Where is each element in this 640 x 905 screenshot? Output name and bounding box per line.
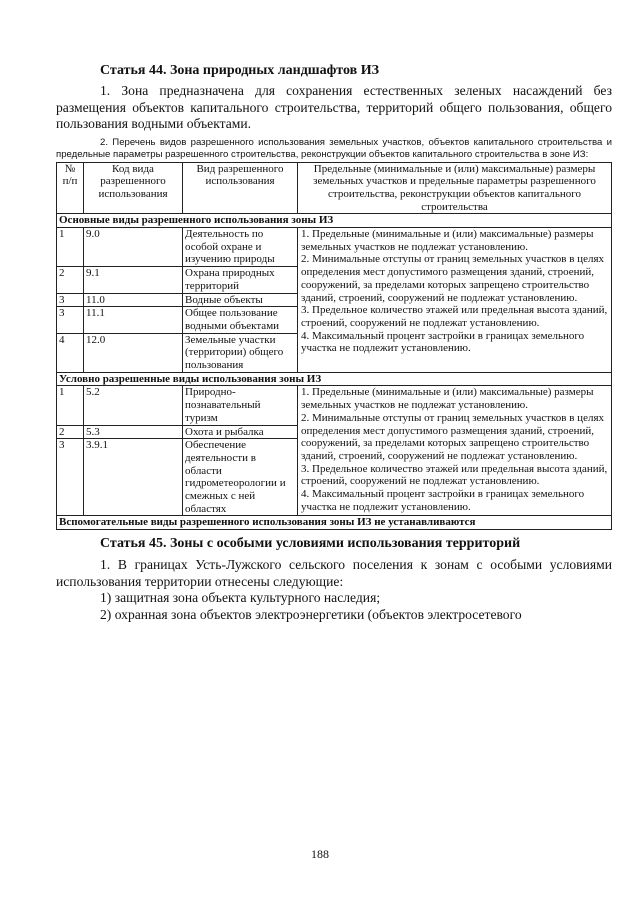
row-code: 5.3 [84,425,183,439]
row-number: 3 [57,439,84,516]
row-number: 1 [57,228,84,267]
header-limits: Предельные (минимальные и (или) максимальные) размеры земельных участков и предельные параметры разрешенного строительства, реконструкции объектов капитального строительства [298,162,612,214]
header-num: № п/п [57,162,84,214]
limits-cell [298,228,612,373]
row-kind: Водные объекты [183,293,298,307]
limits-cell [298,386,612,516]
article-44-paragraph-2: 2. Перечень видов разрешенного использования земельных участков, объектов капитального строительства и предельные параметры разрешенного строительства, реконструкции объектов капитального строительства в зоне ИЗ: [56,136,612,160]
table-header-row [57,162,612,214]
page-number: 188 [311,847,329,861]
section-auxiliary-uses [57,516,612,530]
row-kind: Земельные участки (территории) общего пользования [183,333,298,372]
section-conditional-uses [57,372,612,386]
limit-item: 4. Максимальный процент застройки в границах земельного участка не подлежит установлению. [301,488,585,513]
row-number: 3 [57,293,84,307]
limit-item: 3. Предельное количество этажей или предельная высота зданий, строений, сооружений не подлежат установлению. [301,462,608,488]
row-code: 5.2 [84,386,183,425]
zone-list-item: 2) охранная зона объектов электроэнергетики (объектов электросетевого [100,606,522,622]
row-number: 1 [57,386,84,425]
table-row [57,386,612,425]
section-main-uses-label: Основные виды разрешенного использования зоны ИЗ [57,214,612,228]
row-kind: Охота и рыбалка [183,425,298,439]
row-code: 3.9.1 [84,439,183,516]
limit-item: 2. Минимальные отступы от границ земельных участков в целях определения мест допустимого размещения зданий, строений, сооружений, за пределами которых запрещено строительство зданий, строений, сооружений не подлежат установлению. [301,411,605,462]
section-auxiliary-uses-label: Вспомогательные виды разрешенного использования зоны ИЗ не устанавливаются [57,516,612,530]
regulations-table [56,162,612,531]
row-code: 9.1 [84,267,183,293]
row-number: 4 [57,333,84,372]
article-45-title: Статья 45. Зоны с особыми условиями использования территорий [100,536,521,552]
article-44-title: Статья 44. Зона природных ландшафтов ИЗ [100,63,379,78]
article-45-paragraph-1: 1. В границах Усть-Лужского сельского поселения к зонам с особыми условиями использования территории отнесены следующие: [56,557,612,589]
row-code: 9.0 [84,228,183,267]
header-kind: Вид разрешенного использования [183,162,298,214]
limit-item: 4. Максимальный процент застройки в границах земельного участка не подлежит установлению. [301,329,585,355]
row-number: 2 [57,267,84,293]
row-kind: Обеспечение деятельности в области гидрометеорологии и смежных с ней областях [183,439,298,516]
limit-item: 2. Минимальные отступы от границ земельных участков в целях определения мест допустимого размещения зданий, строений, сооружений, за пределами которых запрещено строительство зданий, строений, сооружений не подлежат установлению. [301,253,605,304]
row-code: 12.0 [84,333,183,372]
section-main-uses [57,214,612,228]
row-code: 11.0 [84,293,183,307]
limit-item: 1. Предельные (минимальные и (или) максимальные) размеры земельных участков не подлежат установлению. [301,228,594,253]
row-kind: Общее пользование водными объектами [183,307,298,333]
article-44-paragraph-1: 1. Зона предназначена для сохранения естественных зеленых насаждений без размещения объектов капитального строительства, территорий общего пользования, общего пользования водными объектами. [56,83,612,131]
row-kind: Деятельность по особой охране и изучению природы [183,228,298,267]
limit-item: 1. Предельные (минимальные и (или) максимальные) размеры земельных участков не подлежат установлению. [301,386,594,412]
row-kind: Охрана природных территорий [183,267,298,293]
header-code: Код вида разрешенного использования [84,162,183,214]
section-conditional-uses-label: Условно разрешенные виды использования зоны ИЗ [57,372,612,386]
table-row [57,228,612,267]
row-code: 11.1 [84,307,183,333]
row-number: 2 [57,425,84,439]
row-kind: Природно-познавательный туризм [183,386,298,425]
zone-list-item: 1) защитная зона объекта культурного наследия; [100,590,381,606]
limit-item: 3. Предельное количество этажей или предельная высота зданий, строений, сооружений не подлежат установлению. [301,304,608,329]
document-page [56,62,612,623]
row-number: 3 [57,307,84,333]
